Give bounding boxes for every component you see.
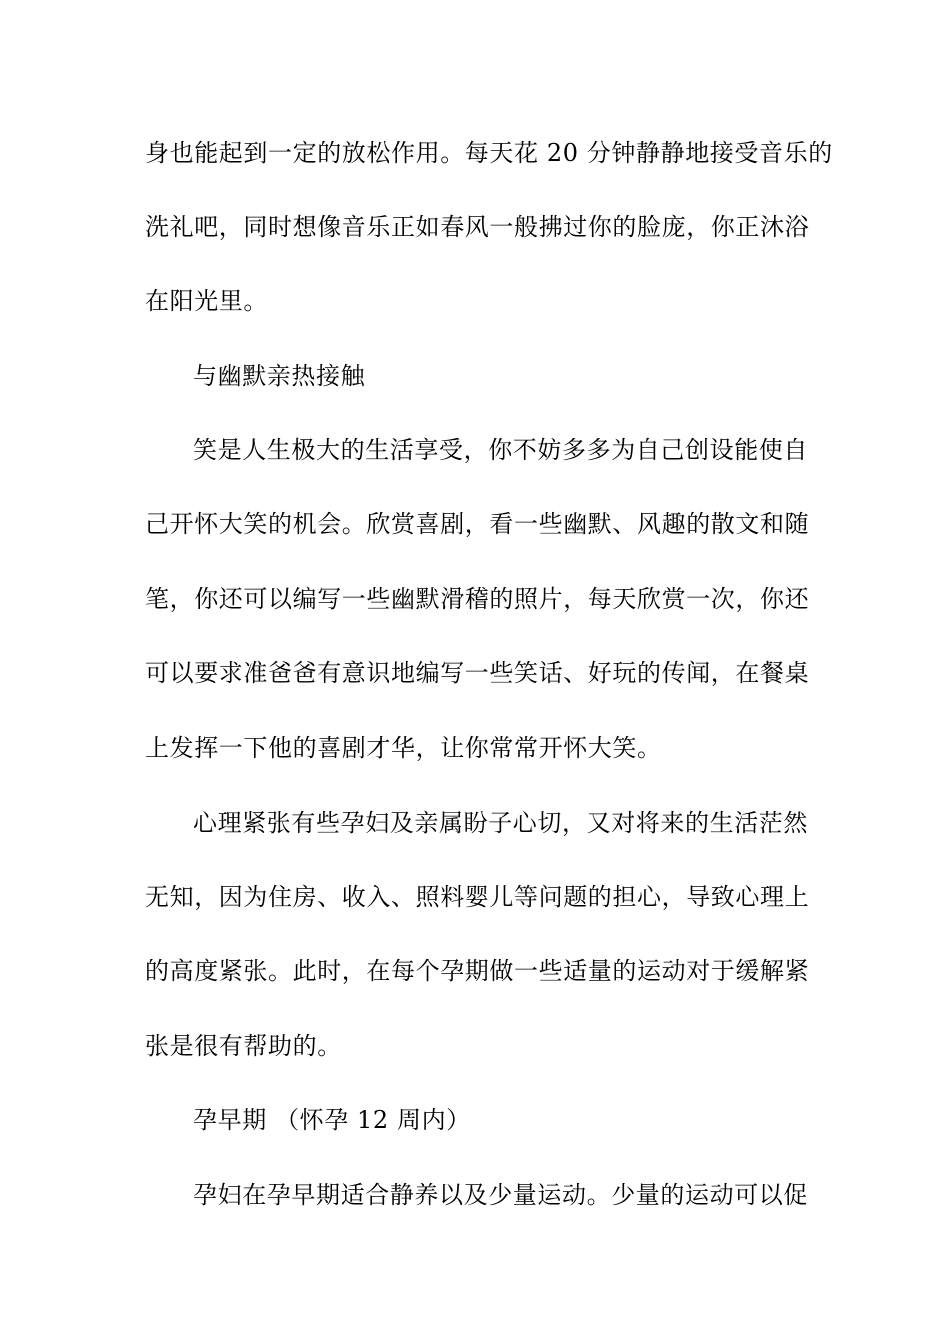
paragraph-line: 己开怀大笑的机会。欣赏喜剧，看一些幽默、风趣的散文和随 — [145, 510, 810, 538]
paragraph-line: 无知，因为住房、收入、照料婴儿等问题的担心，导致心理上 — [145, 883, 810, 911]
paragraph-line: 可以要求准爸爸有意识地编写一些笑话、好玩的传闻，在餐桌 — [145, 659, 810, 687]
paragraph-line: 身也能起到一定的放松作用。每天花 20 分钟静静地接受音乐的 — [145, 139, 833, 167]
paragraph-line: 上发挥一下他的喜剧才华，让你常常开怀大笑。 — [145, 734, 662, 762]
paragraph-line: 笔，你还可以编写一些幽默滑稽的照片，每天欣赏一次，你还 — [145, 585, 810, 613]
paragraph-line: 在阳光里。 — [145, 287, 268, 315]
paragraph-line: 洗礼吧，同时想像音乐正如春风一般拂过你的脸庞，你正沐浴 — [145, 213, 810, 241]
paragraph-line: 的高度紧张。此时，在每个孕期做一些适量的运动对于缓解紧 — [145, 957, 810, 985]
paragraph-line: 张是很有帮助的。 — [145, 1032, 342, 1060]
paragraph-line: 笑是人生极大的生活享受，你不妨多多为自己创设能使自 — [193, 436, 808, 464]
section-heading: 与幽默亲热接触 — [193, 362, 366, 390]
section-heading: 孕早期 （怀孕 12 周内） — [193, 1106, 471, 1134]
paragraph-line: 心理紧张有些孕妇及亲属盼子心切，又对将来的生活茫然 — [193, 809, 808, 837]
paragraph-line: 孕妇在孕早期适合静养以及少量运动。少量的运动可以促 — [193, 1181, 808, 1209]
